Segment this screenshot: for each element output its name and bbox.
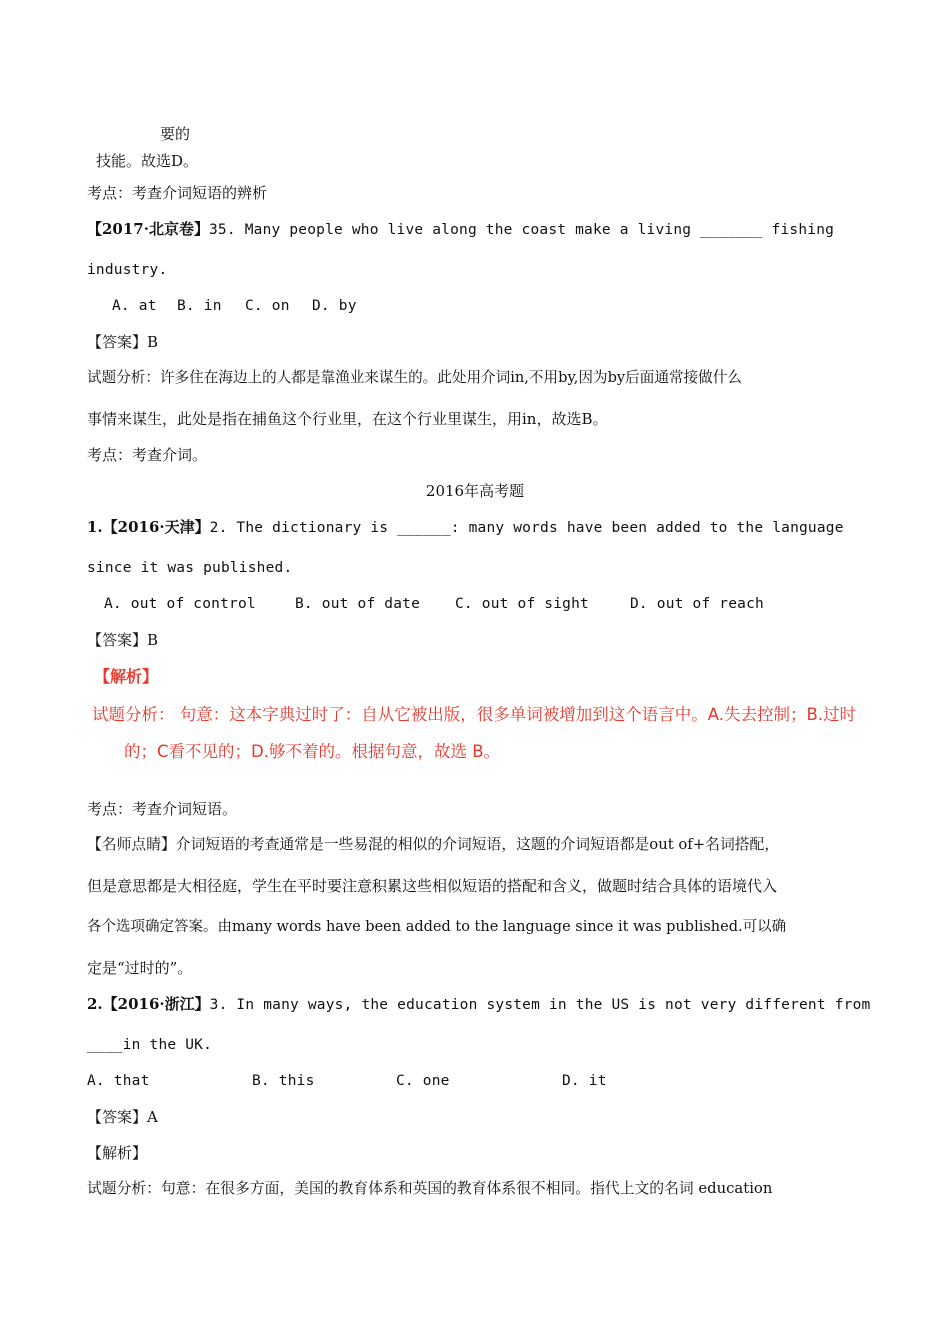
q2-answer: 【答案】A (87, 1108, 158, 1126)
q2-option-d: D. it (562, 1073, 607, 1089)
q2-analysis-line-1: 试题分析：句意：在很多方面，美国的教育体系和英国的教育体系很不相同。指代上文的名词 education (87, 1180, 773, 1197)
intro-line-2: 技能。故选D。 (96, 152, 199, 170)
intro-line-1: 要的 (160, 125, 191, 143)
q2-jiexi-heading: 【解析】 (87, 1144, 148, 1162)
q1-tip-line-1: 【名师点睛】介词短语的考查通常是一些易混的相似的介词短语，这题的介词短语都是out of+名词搭配， (87, 836, 780, 853)
q2-num-tag: 2.【2016·浙江】 (87, 995, 210, 1013)
q1-tip-line-2: 但是意思都是大相径庭，学生在平时要注意积累这些相似短语的搭配和含义，做题时结合具体的语境代入 (87, 877, 778, 895)
q2017-stem: 35. Many people who live along the coast make a living _______ fishing (208, 222, 835, 238)
q1-jiexi-heading: 【解析】 (94, 667, 159, 686)
q1-stem: 2. The dictionary is ______: many words have been added to the language (209, 520, 844, 536)
q2017-option-a: A. at (112, 298, 157, 314)
q2017-analysis-line-2: 事情来谋生，此处是指在捕鱼这个行业里，在这个行业里谋生，用in，故选B。 (87, 410, 608, 428)
q1-option-b: B. out of date (295, 596, 421, 612)
q1-option-a: A. out of control (104, 596, 256, 612)
q1-tip-line-4: 定是“过时的”。 (87, 959, 193, 977)
q1-tip-line-3: 各个选项确定答案。由many words have been added to the language since it was published.可以确 (87, 919, 787, 935)
q2017-kaodian: 考点：考查介词。 (87, 446, 208, 464)
q2017-stem-line-2: industry. (87, 262, 168, 278)
q1-option-d: D. out of reach (630, 596, 764, 612)
q2017-stem-line-1 (87, 219, 865, 240)
q1-stem-line-1 (87, 517, 865, 538)
q2017-option-c: C. on (245, 298, 290, 314)
q1-num-tag: 1.【2016·天津】 (87, 518, 210, 536)
q1-stem-line-2: since it was published. (87, 560, 293, 576)
q2-option-c: C. one (396, 1073, 450, 1089)
q2017-option-b: B. in (177, 298, 222, 314)
q1-kaodian: 考点：考查介词短语。 (87, 800, 238, 818)
q1-analysis-line-2: 的；C看不见的；D.够不着的。根据句意，故选 B。 (124, 742, 501, 761)
q2017-answer: 【答案】B (87, 333, 159, 351)
intro-kaodian: 考点：考查介词短语的辨析 (87, 184, 268, 202)
q2-stem-line-2: ____in the UK. (87, 1037, 213, 1053)
q2-stem-line-1 (87, 994, 871, 1015)
q2017-tag: 【2017·北京卷】 (87, 220, 209, 238)
q1-answer: 【答案】B (87, 631, 159, 649)
q2017-analysis-line-1: 试题分析：许多住在海边上的人都是靠渔业来谋生的。此处用介词in,不用by,因为by后面通常接做什么 (87, 369, 742, 386)
q1-option-c: C. out of sight (455, 596, 589, 612)
q2-stem: 3. In many ways, the education system in the US is not very different from (209, 997, 871, 1013)
section-title: 2016年高考题 (425, 482, 525, 500)
q2017-option-d: D. by (312, 298, 357, 314)
q2-option-a: A. that (87, 1073, 150, 1089)
q2-option-b: B. this (252, 1073, 315, 1089)
q1-analysis-line-1: 试题分析： 句意：这本字典过时了：自从它被出版，很多单词被增加到这个语言中。A.失去控制；B.过时 (92, 705, 857, 724)
